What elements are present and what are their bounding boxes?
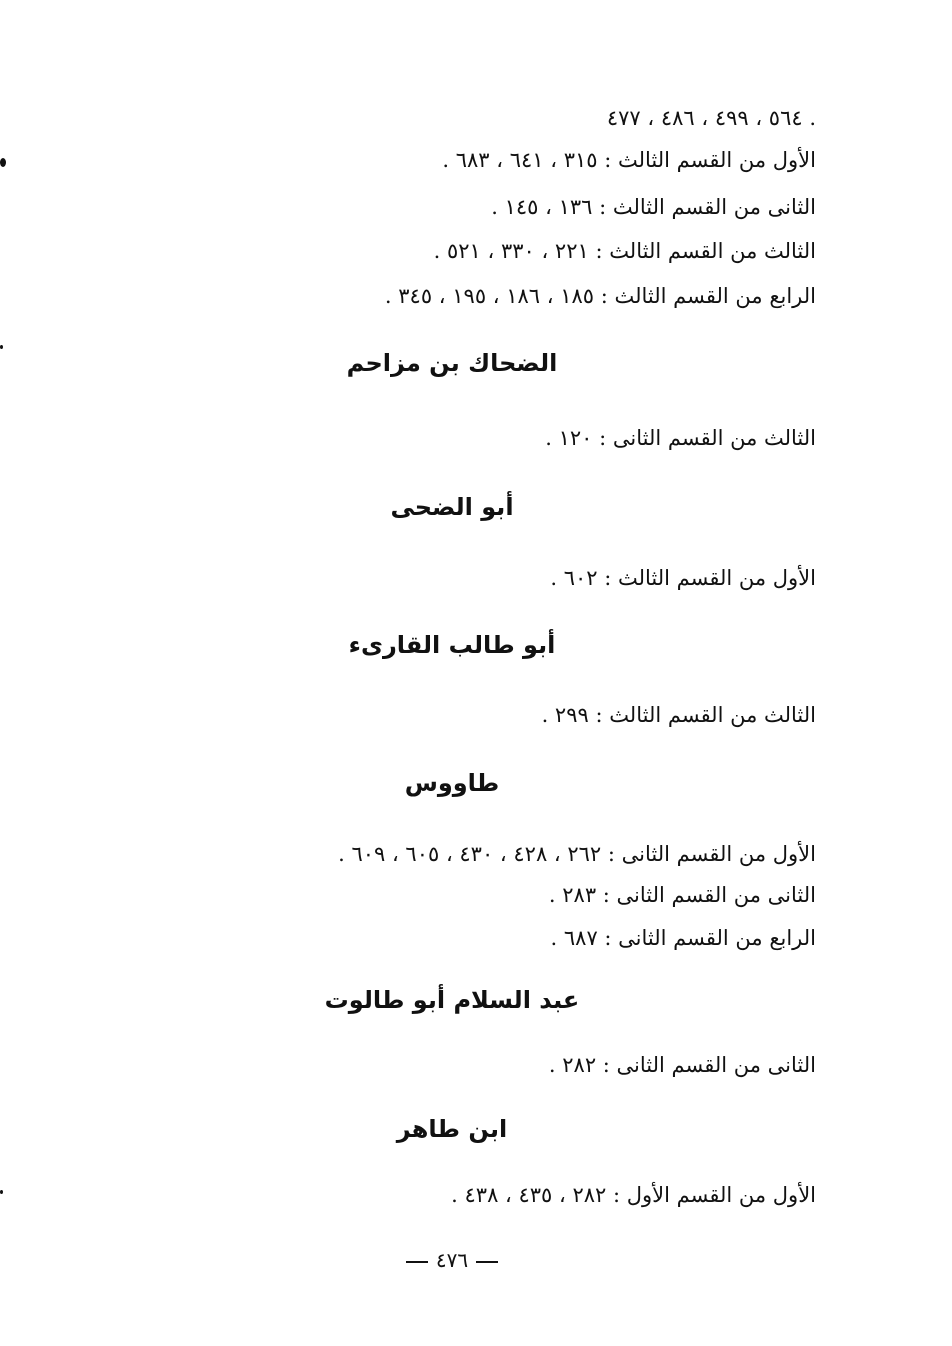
index-line: الرابع من القسم الثالث : ١٨٥ ، ١٨٦ ، ١٩٥ ، ٣٤٥ . — [384, 284, 816, 308]
scan-mark — [0, 345, 3, 349]
entry-heading: أبو الضحى — [390, 493, 514, 521]
index-line: الثالث من القسم الثالث : ٢٢١ ، ٣٣٠ ، ٥٢١ . — [433, 239, 816, 263]
index-line: . ٥٦٤ ، ٤٩٩ ، ٤٨٦ ، ٤٧٧ — [606, 106, 816, 130]
page-number: ٤٧٦ — [435, 1248, 469, 1272]
index-line: الأول من القسم الثالث : ٣١٥ ، ٦٤١ ، ٦٨٣ . — [442, 148, 816, 172]
index-line: الرابع من القسم الثانى : ٦٨٧ . — [550, 926, 816, 950]
index-line: الثانى من القسم الثانى : ٢٨٣ . — [548, 883, 816, 907]
index-line: الثانى من القسم الثالث : ١٣٦ ، ١٤٥ . — [491, 195, 816, 219]
index-line: الأول من القسم الأول : ٢٨٢ ، ٤٣٥ ، ٤٣٨ . — [451, 1183, 816, 1207]
entry-heading: طاووس — [404, 769, 500, 797]
entry-heading: الضحاك بن مزاحم — [346, 349, 558, 377]
entry-heading: أبو طالب القارىء — [348, 631, 556, 659]
entry-heading: عبد السلام أبو طالوت — [324, 986, 580, 1014]
footer-dash — [406, 1261, 428, 1263]
index-line: الأول من القسم الثانى : ٢٦٢ ، ٤٢٨ ، ٤٣٠ ، ٦٠٥ ، ٦٠٩ . — [338, 842, 816, 866]
index-line: الأول من القسم الثالث : ٦٠٢ . — [550, 566, 816, 590]
index-line: الثالث من القسم الثانى : ١٢٠ . — [545, 426, 816, 450]
scan-mark — [0, 1190, 3, 1194]
entry-heading: ابن طاهر — [396, 1115, 508, 1143]
footer-dash — [476, 1261, 498, 1263]
scan-mark — [0, 158, 6, 167]
index-line: الثانى من القسم الثانى : ٢٨٢ . — [548, 1053, 816, 1077]
page-footer — [0, 1246, 904, 1274]
index-line: الثالث من القسم الثالث : ٢٩٩ . — [541, 703, 816, 727]
